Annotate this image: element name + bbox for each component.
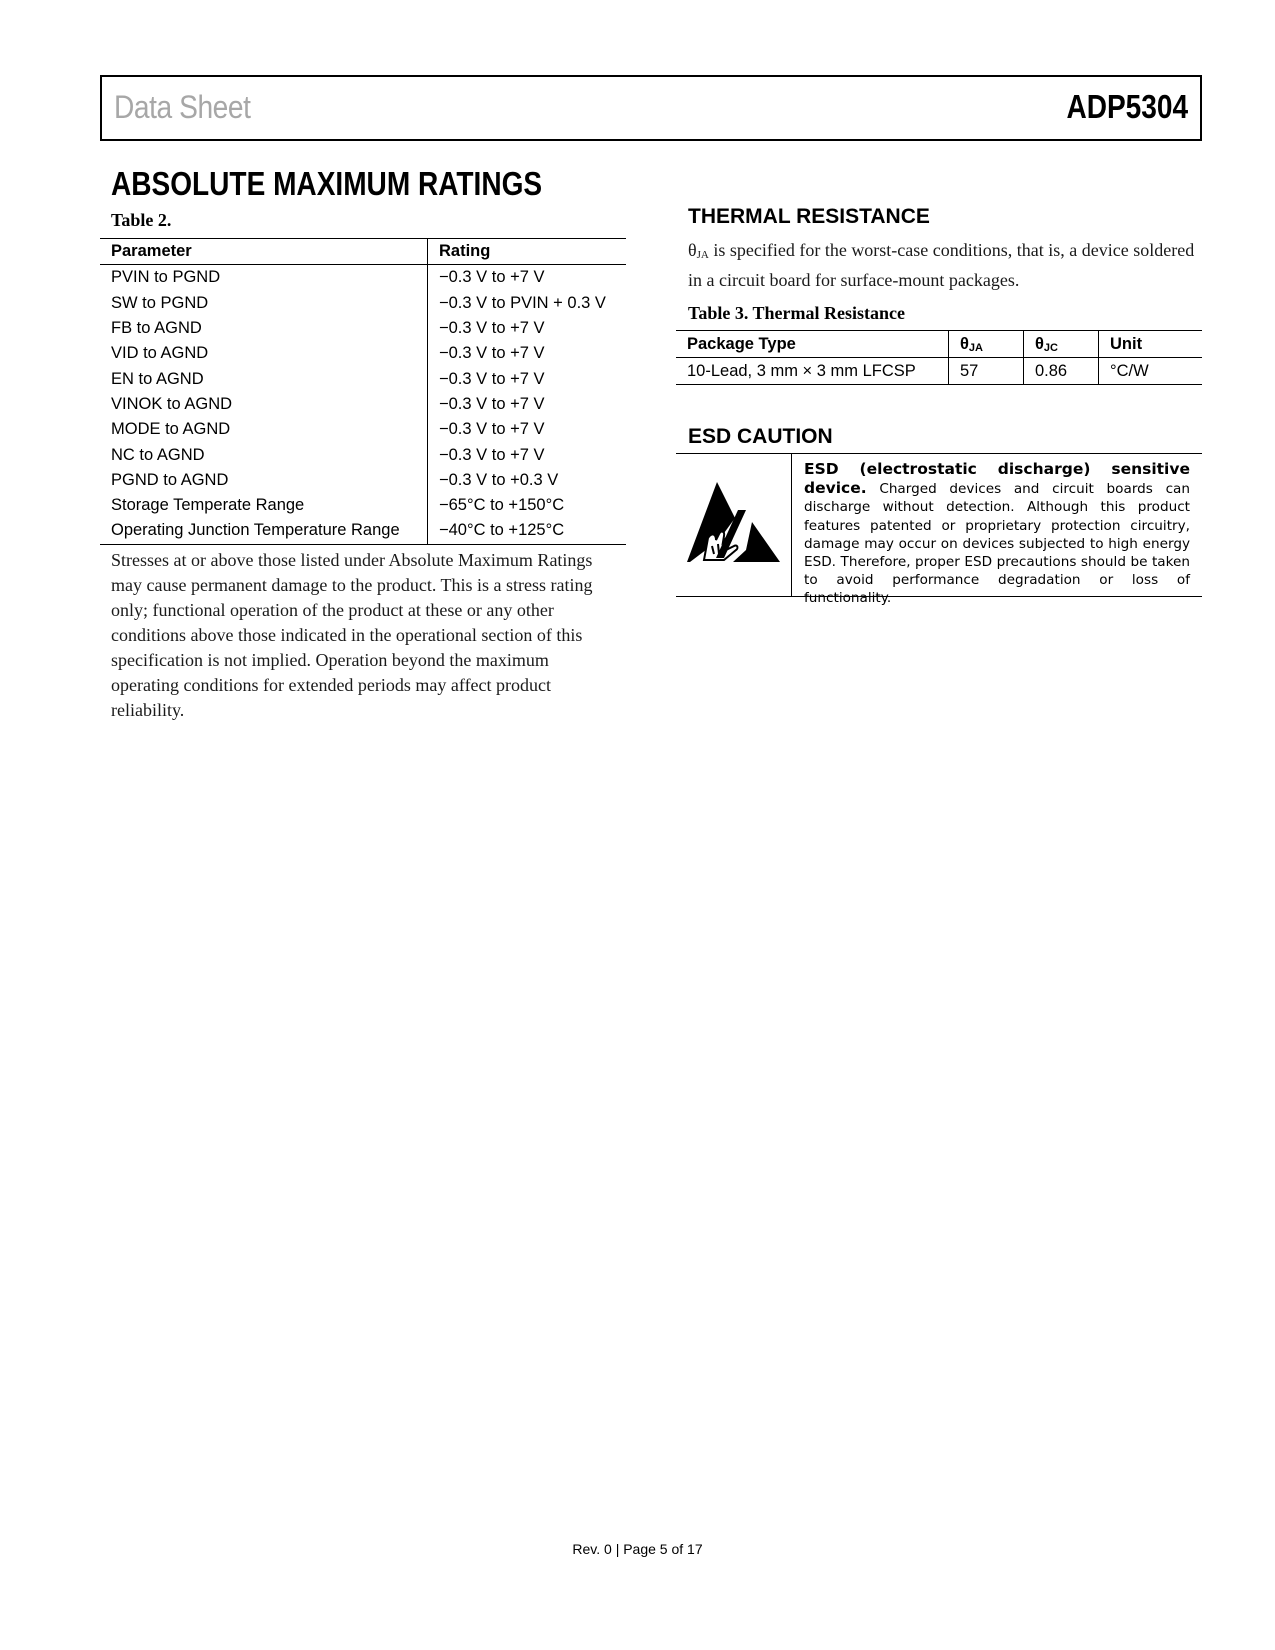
- unit-cell: °C/W: [1099, 358, 1203, 385]
- rating-cell: −0.3 V to +7 V: [439, 394, 545, 413]
- page-header: [100, 75, 1202, 141]
- package-cell: 10-Lead, 3 mm × 3 mm LFCSP: [676, 358, 949, 385]
- column-header-rating: Rating: [428, 239, 627, 265]
- heading-esd-caution: ESD CAUTION: [688, 425, 833, 448]
- parameter-cell: VINOK to AGND: [100, 392, 428, 417]
- rating-cell: −0.3 V to +7 V: [439, 369, 545, 388]
- table-header-row: [676, 331, 1202, 358]
- table-row: [676, 358, 1202, 385]
- thermal-resistance-table: [676, 330, 1202, 385]
- table-row: [100, 518, 626, 544]
- table-row: [100, 493, 626, 518]
- parameter-cell: PVIN to PGND: [100, 265, 428, 291]
- table-row: [100, 291, 626, 316]
- column-header-theta-ja: [949, 331, 1024, 358]
- parameter-cell: SW to PGND: [100, 291, 428, 316]
- parameter-cell: Operating Junction Temperature Range: [100, 518, 428, 544]
- theta-ja-cell: 57: [949, 358, 1024, 385]
- theta-symbol: θ: [1035, 334, 1044, 353]
- theta-subscript: JA: [696, 249, 709, 261]
- parameter-cell: Storage Temperate Range: [100, 493, 428, 518]
- section-title-absolute-maximum-ratings: ABSOLUTE MAXIMUM RATINGS: [111, 165, 543, 202]
- column-header-package-type: Package Type: [676, 331, 949, 358]
- theta-symbol: θ: [960, 334, 969, 353]
- page-footer: Rev. 0 | Page 5 of 17: [572, 1541, 703, 1557]
- table-row: [100, 341, 626, 366]
- theta-jc-cell: 0.86: [1024, 358, 1099, 385]
- rating-cell: −65°C to +150°C: [439, 496, 565, 515]
- heading-thermal-resistance: THERMAL RESISTANCE: [688, 205, 930, 228]
- absolute-maximum-ratings-table: [100, 238, 626, 545]
- table-row: [100, 366, 626, 391]
- parameter-cell: PGND to AGND: [100, 468, 428, 493]
- esd-body-text: Charged devices and circuit boards can discharge without detection. Although this product features patented or proprietary protection circuitry, damage may occur on devices subjected to high energy ESD. Therefore, proper ESD precautions should be taken to avoid performance degradation or loss of functionality.: [804, 481, 1190, 607]
- rating-cell: −0.3 V to +7 V: [439, 445, 545, 464]
- column-header-theta-jc: [1024, 331, 1099, 358]
- parameter-cell: FB to AGND: [100, 316, 428, 341]
- parameter-cell: MODE to AGND: [100, 417, 428, 442]
- header-part-number: ADP5304: [1066, 88, 1188, 125]
- table-row: [100, 468, 626, 493]
- rating-cell: −0.3 V to PVIN + 0.3 V: [439, 293, 606, 312]
- esd-caution-text: [804, 460, 1190, 608]
- esd-divider: [791, 454, 792, 596]
- theta-subscript: JC: [1043, 341, 1058, 354]
- thermal-intro-paragraph: [688, 238, 1198, 293]
- esd-warning-icon: [686, 480, 780, 568]
- rating-cell: −0.3 V to +7 V: [439, 319, 545, 338]
- stress-paragraph: Stresses at or above those listed under Absolute Maximum Ratings may cause permanent damage to the product. This is a stress rating only; functional operation of the product at these or any other conditions above those indicated in the operational section of this specification is not implied. Operation beyond the maximum operating conditions for extended periods may affect product reliability.: [111, 550, 593, 720]
- rating-cell: −0.3 V to +0.3 V: [439, 470, 559, 489]
- thermal-intro-text: is specified for the worst-case conditions, that is, a device soldered in a circuit board for surface-mount packages.: [688, 240, 1195, 290]
- rating-cell: −0.3 V to +7 V: [439, 268, 545, 287]
- table-row: [100, 265, 626, 291]
- header-doc-type: Data Sheet: [114, 89, 251, 125]
- column-header-unit: Unit: [1099, 331, 1203, 358]
- esd-caution-box: [676, 453, 1202, 607]
- theta-subscript: JA: [968, 341, 983, 354]
- table3-caption: Table 3. Thermal Resistance: [688, 303, 906, 323]
- table-row: [100, 442, 626, 467]
- table-header-row: [100, 239, 626, 265]
- parameter-cell: NC to AGND: [100, 442, 428, 467]
- parameter-cell: VID to AGND: [100, 341, 428, 366]
- rating-cell: −40°C to +125°C: [428, 518, 627, 544]
- esd-lead-text: ESD (electrostatic discharge) sensitive device.: [804, 460, 1190, 498]
- table2-caption: Table 2.: [111, 210, 172, 230]
- theta-symbol: θ: [688, 240, 697, 260]
- column-header-parameter: Parameter: [100, 239, 428, 265]
- rating-cell: −0.3 V to +7 V: [439, 420, 545, 439]
- table-row: [100, 392, 626, 417]
- table-row: [100, 316, 626, 341]
- table-row: [100, 417, 626, 442]
- parameter-cell: EN to AGND: [100, 366, 428, 391]
- rating-cell: −0.3 V to +7 V: [439, 344, 545, 363]
